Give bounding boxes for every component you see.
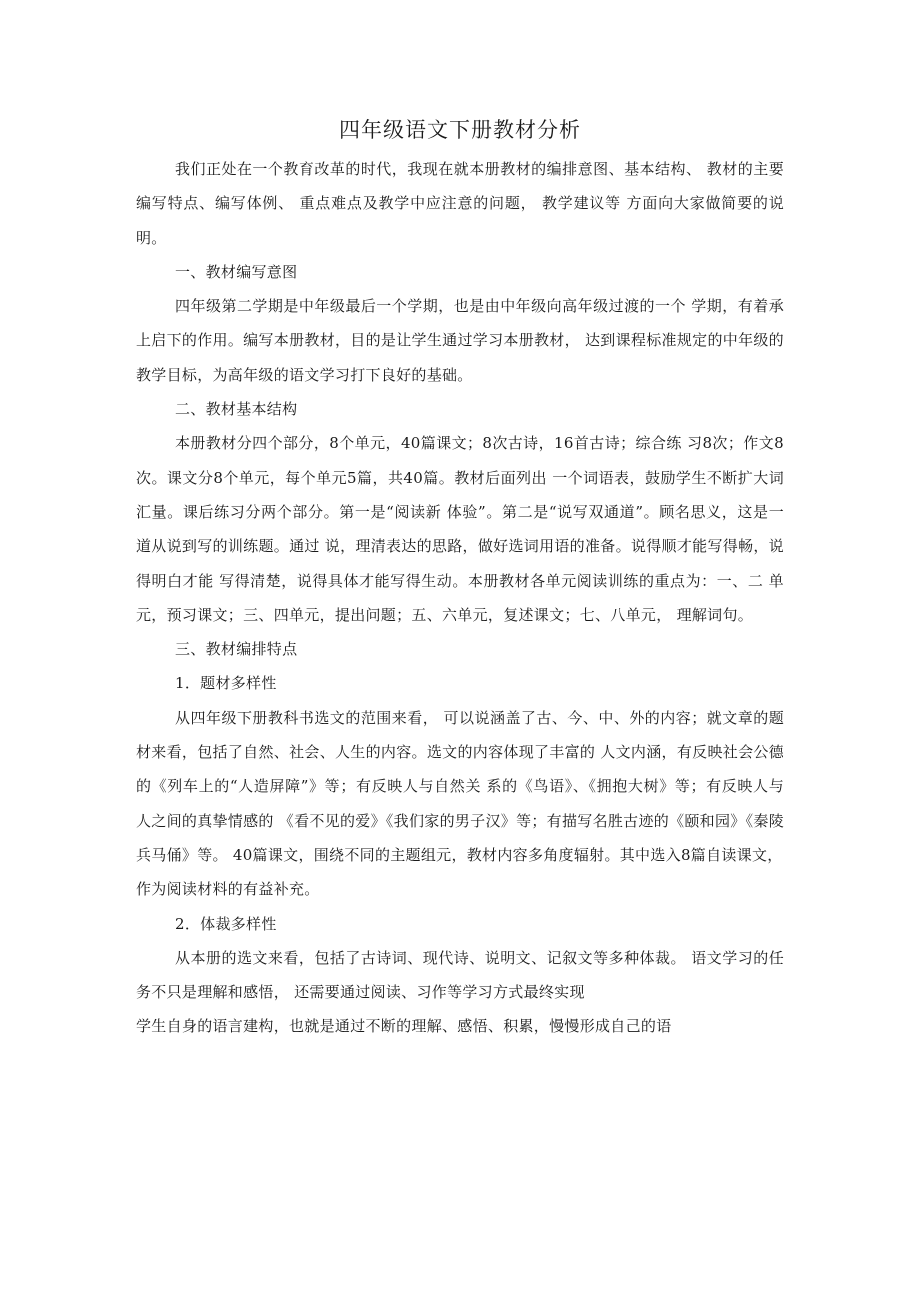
topic-diversity-continuation: 作为阅读材料的有益补充。	[136, 880, 320, 899]
topic-diversity-paragraph: 从四年级下册教科书选文的范围来看， 可以说涵盖了古、今、中、外的内容；就文章的题材来看，包括了自然、社会、人生的内容。选文的内容体现了丰富的 人文内涵，有反映社会公德的《列车上的“人造屏障”》等；有反映人与自然关 系的《鸟语》、《拥抱大树》等；有反映人与人之间的真挚情感的 《看不见的爱》《我们家的男子汉》等；有描写名胜古迹的《颐和园》《秦陵兵马俑》等。 40篇课文，围绕不同的主题组元，教材内容多角度辐射。其中选入8篇自读课文，	[136, 708, 784, 864]
section-heading-features: 三、教材编排特点	[175, 640, 298, 659]
intent-paragraph: 四年级第二学期是中年级最后一个学期，也是由中年级向高年级过渡的一个 学期，有着承上启下的作用。编写本册教材，目的是让学生通过学习本册教材， 达到课程标准规定的中年级的教学目标，为高年级的语文学习打下良好的基础。	[136, 297, 784, 384]
intro-paragraph: 我们正处在一个教育改革的时代，我现在就本册教材的编排意图、基本结构、 教材的主要编写特点、编写体例、 重点难点及教学中应注意的问题， 教学建议等 方面向大家做简要的说明。	[136, 160, 784, 247]
genre-diversity-paragraph: 从本册的选文来看，包括了古诗词、现代诗、说明文、记叙文等多种体裁。 语文学习的任务不只是理解和感悟， 还需要通过阅读、习作等学习方式最终实现	[136, 948, 784, 1002]
genre-diversity-continuation: 学生自身的语言建构，也就是通过不断的理解、感悟、积累，慢慢形成自己的语	[136, 1017, 672, 1036]
section-heading-intent: 一、教材编写意图	[175, 262, 298, 281]
subheading-genre-diversity: 2．体裁多样性	[175, 914, 277, 933]
subheading-topic-diversity: 1．题材多样性	[175, 674, 277, 693]
section-heading-structure: 二、教材基本结构	[175, 400, 298, 419]
document-page	[136, 112, 784, 1044]
structure-paragraph: 本册教材分四个部分，8个单元，40篇课文；8次古诗，16首古诗；综合练 习8次；作文8次。课文分8个单元，每个单元5篇，共40篇。教材后面列出 一个词语表，鼓励学生不断扩大词汇量。课后练习分两个部分。第一是“阅读新 体验”。第二是“说写双通道”。顾名思义，这是一道从说到写的训练题。通过 说，理清表达的思路，做好选词用语的准备。说得顺才能写得畅，说得明白才能 写得清楚，说得具体才能写得生动。本册教材各单元阅读训练的重点为：一、二 单元，预习课文；三、四单元，提出问题；五、六单元，复述课文；七、八单元， 理解词句。	[136, 434, 784, 624]
document-title: 四年级语文下册教材分析	[339, 118, 581, 142]
